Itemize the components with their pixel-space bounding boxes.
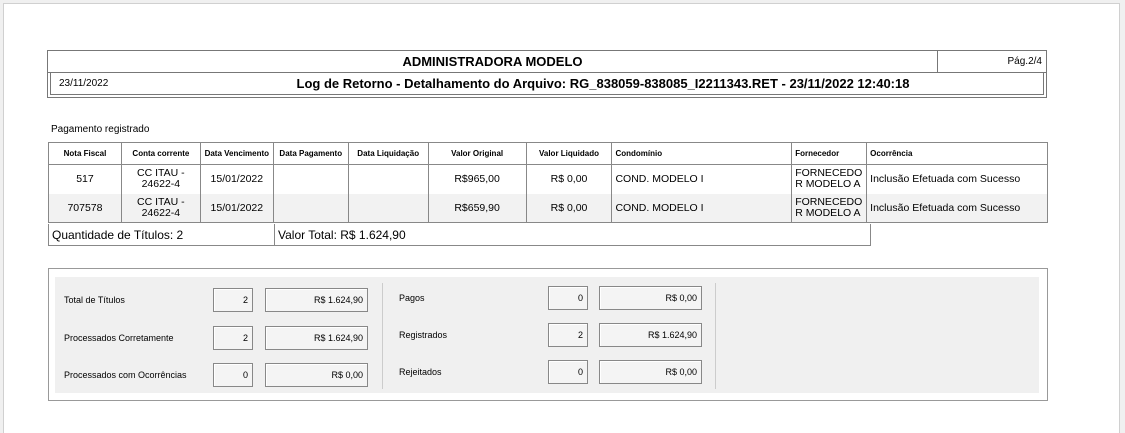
header-title-row [48, 51, 1046, 73]
cell-conta-corrente [121, 165, 200, 194]
table-totals [48, 224, 871, 246]
summary-divider-1 [382, 283, 383, 389]
summary-label-rejeitados: Rejeitados [399, 367, 442, 377]
report-subtitle: Log de Retorno - Detalhamento do Arquivo: RG_838059-838085_I2211343.RET - 23/11/2022 12:40:18 [296, 76, 910, 91]
cell-fornecedor [792, 165, 867, 194]
summary-panel [48, 268, 1048, 401]
col-conta-corrente: Conta corrente [121, 143, 200, 165]
cell-data-liquidacao [348, 165, 428, 194]
cell-data-pagamento [273, 194, 348, 223]
col-nota-fiscal: Nota Fiscal [49, 143, 122, 165]
cell-data-vencimento: 15/01/2022 [200, 165, 273, 194]
header-subtitle-row [50, 73, 1044, 95]
conta-line2: 24622-4 [141, 178, 181, 191]
col-fornecedor: Fornecedor [792, 143, 867, 165]
cell-valor-liquidado: R$ 0,00 [526, 165, 612, 194]
summary-label-registrados: Registrados [399, 330, 448, 340]
summary-label-processados-ocorrencias: Processados com Ocorrências [64, 370, 187, 380]
fornecedor-line1: FORNECEDO [795, 167, 863, 180]
summary-value-processados-ocorrencias: R$ 0,00 [265, 363, 368, 387]
page-number: Pág.2/4 [1007, 56, 1042, 67]
fornecedor-line1: FORNECEDO [795, 195, 863, 208]
summary-value-registrados: R$ 1.624,90 [599, 323, 702, 347]
table-header-row [49, 143, 1048, 165]
summary-count-processados-ocorrencias: 0 [213, 363, 253, 387]
fornecedor-line2: R MODELO A [795, 206, 861, 219]
col-condominio: Condomínio [612, 143, 792, 165]
cell-nota-fiscal: 517 [49, 165, 122, 194]
col-data-vencimento: Data Vencimento [200, 143, 273, 165]
conta-line2: 24622-4 [141, 206, 181, 219]
valor-total: Valor Total: R$ 1.624,90 [278, 228, 406, 242]
cell-data-pagamento [273, 165, 348, 194]
summary-divider-2 [715, 283, 716, 389]
cell-ocorrencia: Inclusão Efetuada com Sucesso [867, 165, 1048, 194]
cell-condominio: COND. MODELO I [612, 165, 792, 194]
fornecedor-line2: R MODELO A [795, 178, 861, 191]
company-name: ADMINISTRADORA MODELO [48, 51, 938, 73]
col-ocorrencia: Ocorrência [867, 143, 1048, 165]
cell-data-liquidacao [348, 194, 428, 223]
summary-count-total-titulos: 2 [213, 288, 253, 312]
conta-line1: CC ITAU - [137, 195, 185, 208]
summary-value-pagos: R$ 0,00 [599, 286, 702, 310]
summary-inner [55, 277, 1039, 393]
summary-label-total-titulos: Total de Títulos [64, 295, 125, 305]
cell-valor-original: R$965,00 [428, 165, 526, 194]
cell-data-vencimento: 15/01/2022 [200, 194, 273, 223]
quantidade-titulos: Quantidade de Títulos: 2 [52, 228, 184, 242]
section-title: Pagamento registrado [51, 124, 150, 135]
cell-valor-liquidado: R$ 0,00 [526, 194, 612, 223]
summary-label-pagos: Pagos [399, 293, 425, 303]
cell-valor-original: R$659,90 [428, 194, 526, 223]
col-data-liquidacao: Data Liquidação [348, 143, 428, 165]
conta-line1: CC ITAU - [137, 167, 185, 180]
payments-table [48, 142, 1048, 223]
cell-condominio: COND. MODELO I [612, 194, 792, 223]
col-valor-original: Valor Original [428, 143, 526, 165]
table-row [49, 165, 1048, 194]
cell-conta-corrente [121, 194, 200, 223]
report-header [47, 50, 1047, 98]
cell-fornecedor [792, 194, 867, 223]
totals-divider [274, 224, 275, 246]
col-valor-liquidado: Valor Liquidado [526, 143, 612, 165]
summary-count-rejeitados: 0 [548, 360, 588, 384]
report-date: 23/11/2022 [59, 78, 109, 89]
col-data-pagamento: Data Pagamento [273, 143, 348, 165]
summary-label-processados-corretamente: Processados Corretamente [64, 333, 174, 343]
cell-ocorrencia: Inclusão Efetuada com Sucesso [867, 194, 1048, 223]
summary-value-total-titulos: R$ 1.624,90 [265, 288, 368, 312]
summary-count-registrados: 2 [548, 323, 588, 347]
summary-value-rejeitados: R$ 0,00 [599, 360, 702, 384]
summary-value-processados-corretamente: R$ 1.624,90 [265, 326, 368, 350]
table-row [49, 194, 1048, 223]
cell-nota-fiscal: 707578 [49, 194, 122, 223]
summary-count-pagos: 0 [548, 286, 588, 310]
summary-count-processados-corretamente: 2 [213, 326, 253, 350]
